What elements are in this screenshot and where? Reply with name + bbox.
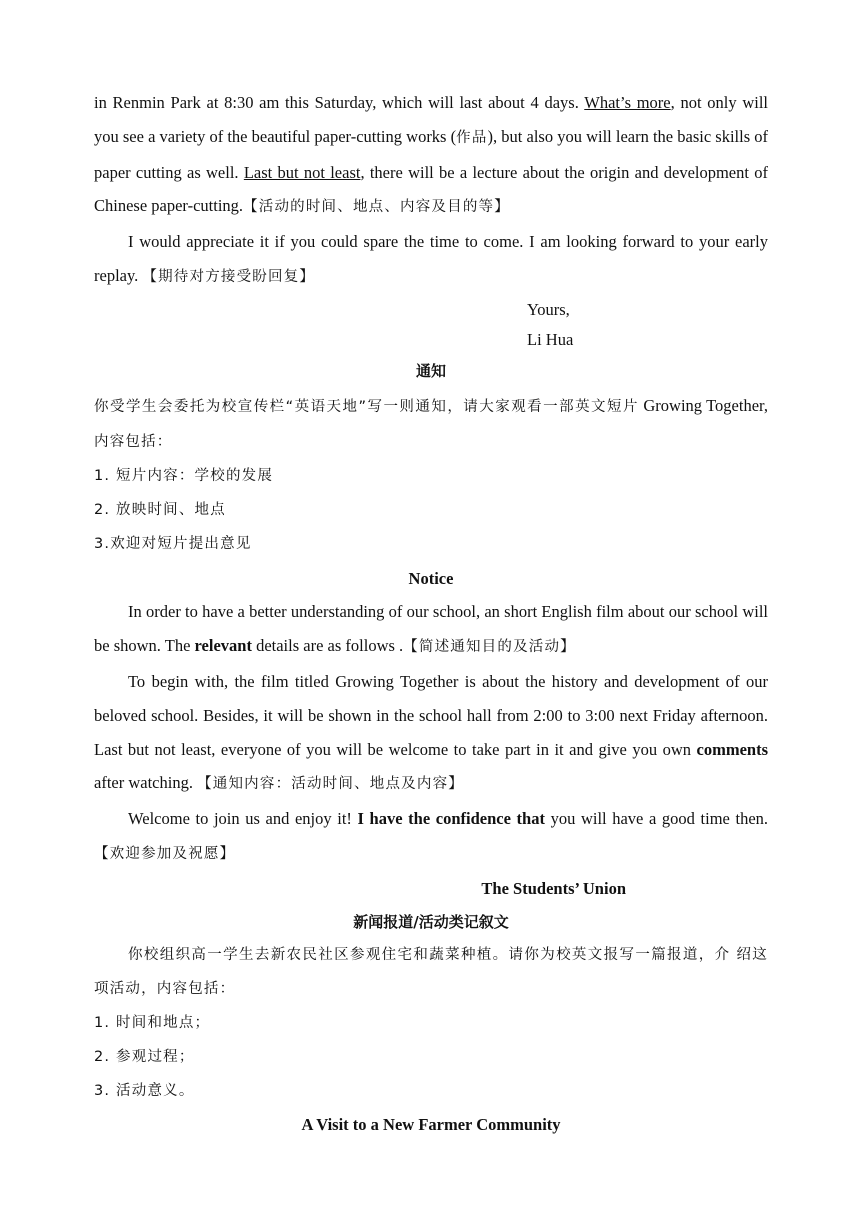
letter-paragraph-1: in Renmin Park at 8:30 am this Saturday, which will last about 4 days. What’s more, not only will you see a variety of the beautiful paper-cutting works (作品), but also you will learn the basic skills of paper cutting as well. Last but not least, there will be a lecture about the origin and development of Chinese paper-cutting.【活动的时间、地点、内容及目的等】 <box>94 93 769 216</box>
report-prompt-item: 3. 活动意义。 <box>94 1082 195 1099</box>
notice-paragraph-3: Welcome to join us and enjoy it! I have the confidence that you will have a good time then. 【欢迎参加及祝愿】 <box>94 809 769 862</box>
annotation-note: 【活动的时间、地点、内容及目的等】 <box>243 199 510 216</box>
notice-prompt-item: 2. 放映时间、地点 <box>94 501 226 518</box>
letter-closing: Yours, <box>527 299 570 319</box>
document-page <box>94 86 768 1142</box>
notice-heading: Notice <box>408 568 454 588</box>
annotation-note: 【简述通知目的及活动】 <box>403 639 576 656</box>
notice-prompt: 你受学生会委托为校宣传栏“英语天地”写一则通知，请大家观看一部英文短片 Growing Together, 内容包括： <box>94 395 768 451</box>
underlined-phrase: What’s more <box>584 93 671 112</box>
notice-paragraph-2: To begin with, the film titled Growing Together is about the history and development of our beloved school. Besides, it will be shown in the school hall from 2:00 to 3:00 next Friday afternoon. Last but not least, everyone of you will be welcome to take part in it and give you own comments after watching. 【通知内容：活动时间、地点及内容】 <box>94 671 768 793</box>
letter-paragraph-2: I would appreciate it if you could spare the time to come. I am looking forward to your early replay. 【期待对方接受盼回复】 <box>94 232 768 285</box>
section-title-report-zh: 新闻报道/活动类记叙文 <box>353 912 509 931</box>
report-prompt-item: 2. 参观过程； <box>94 1048 195 1065</box>
notice-signature: The Students’ Union <box>481 878 626 898</box>
report-prompt-item: 1. 时间和地点； <box>94 1014 211 1031</box>
notice-paragraph-1: In order to have a better understanding of our school, an short English film about our school will be shown. The relevant details are as follows .【简述通知目的及活动】 <box>94 602 768 656</box>
annotation-note: 【期待对方接受盼回复】 <box>142 268 316 285</box>
annotation-note: 【通知内容：活动时间、地点及内容】 <box>197 776 464 793</box>
notice-prompt-item: 3.欢迎对短片提出意见 <box>94 535 252 552</box>
report-heading: A Visit to a New Farmer Community <box>301 1115 561 1135</box>
notice-prompt-item: 1. 短片内容：学校的发展 <box>94 468 274 485</box>
annotation-note: 【欢迎参加及祝愿】 <box>94 845 236 862</box>
report-prompt: 你校组织高一学生去新农民社区参观住宅和蔬菜种植。请你为校英文报写一篇报道，介 绍这项活动，内容包括： <box>94 947 768 998</box>
section-title-notice-zh: 通知 <box>415 361 446 380</box>
underlined-phrase: Last but not least <box>243 162 361 182</box>
letter-signature: Li Hua <box>527 329 574 349</box>
